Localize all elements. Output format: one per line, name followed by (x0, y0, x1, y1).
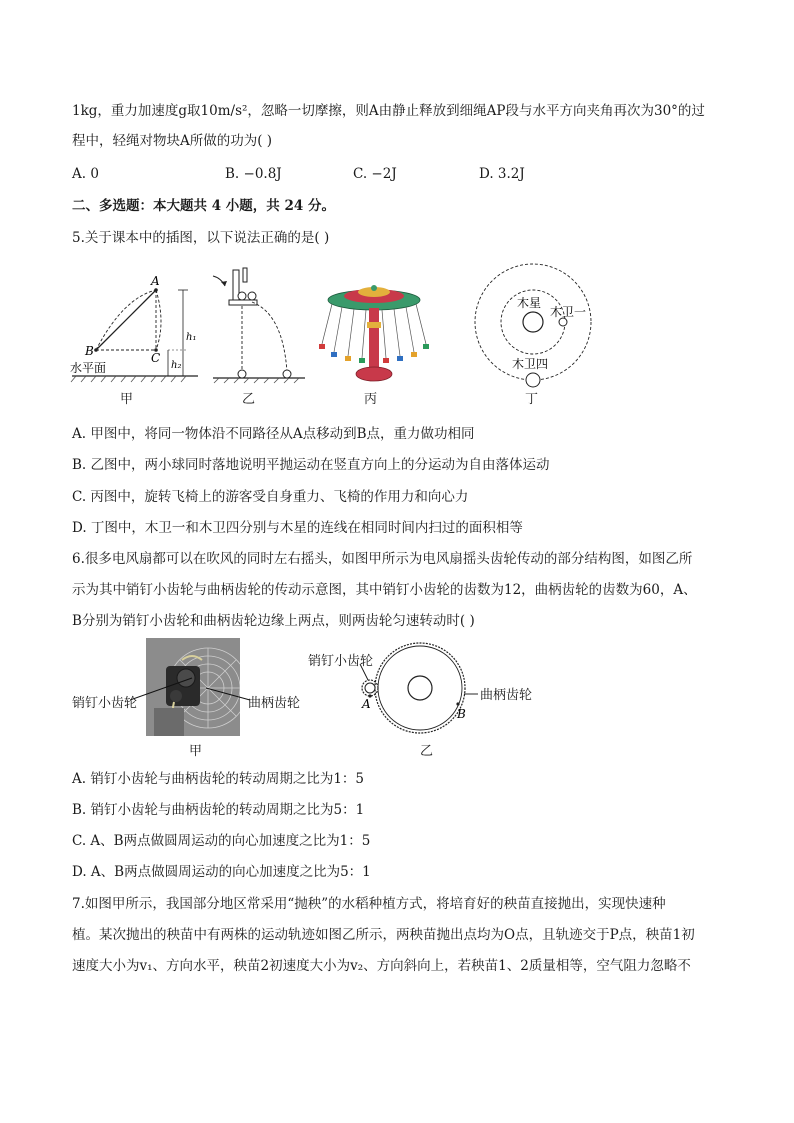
q6-jia-label-left: 销钉小齿轮 (72, 696, 138, 711)
q6-option-d[interactable]: D. A、B两点做圆周运动的向心加速度之比为5：1 (72, 864, 371, 880)
q6-yi-label-b: B (457, 707, 466, 721)
q4-option-d[interactable]: D. 3.2J (479, 166, 525, 182)
q6-line-1: 6.很多电风扇都可以在吹风的同时左右摇头，如图甲所示为电风扇摇头齿轮传动的部分结构图，如图乙所 (72, 551, 693, 567)
q5-ding-jupiter: 木星 (517, 296, 542, 310)
q5-figure-bing (314, 282, 434, 387)
q5-option-a[interactable]: A. 甲图中，将同一物体沿不同路径从A点移动到B点，重力做功相同 (72, 426, 475, 442)
q6-yi-label-small: 销钉小齿轮 (308, 654, 374, 669)
q6-fig-jia-caption: 甲 (189, 744, 203, 759)
q5-figure-ding (470, 262, 598, 390)
q6-line-3: B分别为销钉小齿轮和曲柄齿轮边缘上两点，则两齿轮匀速转动时( ) (72, 613, 475, 629)
q6-option-c[interactable]: C. A、B两点做圆周运动的向心加速度之比为1：5 (72, 833, 371, 849)
q5-figure-yi (205, 266, 310, 386)
q7-line-1: 7.如图甲所示，我国部分地区常采用“抛秧”的水稻种植方式，将培育好的秧苗直接抛出，实现快速种 (72, 896, 666, 912)
q7-line-3: 速度大小为v₁、方向水平，秧苗2初速度大小为v₂、方向斜向上，若秧苗1、2质量相等，空气阻力忽略不 (72, 958, 691, 974)
q4-option-b[interactable]: B. −0.8J (225, 166, 282, 182)
q4-line-2: 程中，轻绳对物块A所做的功为( ) (72, 133, 273, 149)
q5-ding-moon4: 木卫四 (512, 357, 549, 371)
q6-option-b[interactable]: B. 销钉小齿轮与曲柄齿轮的转动周期之比为5：1 (72, 802, 365, 818)
q4-options (72, 164, 732, 184)
q5-jia-ground: 水平面 (70, 361, 107, 375)
q5-ding-moon1: 木卫一 (550, 305, 587, 319)
q6-line-2: 示为其中销钉小齿轮与曲柄齿轮的传动示意图，其中销钉小齿轮的齿数为12，曲柄齿轮的齿数为60，A、 (72, 582, 697, 598)
q6-jia-label-right: 曲柄齿轮 (248, 696, 301, 711)
q5-option-d[interactable]: D. 丁图中，木卫一和木卫四分别与木星的连线在相同时间内扫过的面积相等 (72, 520, 523, 536)
q6-option-a[interactable]: A. 销钉小齿轮与曲柄齿轮的转动周期之比为1：5 (72, 771, 365, 787)
q6-yi-label-a: A (362, 697, 371, 711)
q5-figure-jia (68, 268, 208, 388)
q5-option-b[interactable]: B. 乙图中，两小球同时落地说明平抛运动在竖直方向上的分运动为自由落体运动 (72, 457, 550, 473)
q6-jia-pointer-right (206, 684, 252, 704)
q5-fig-ding-caption: 丁 (525, 392, 539, 407)
q5-jia-label-h2: h₂ (171, 360, 182, 371)
q5-fig-bing-caption: 丙 (364, 392, 378, 407)
q4-option-a[interactable]: A. 0 (72, 166, 99, 182)
q5-fig-jia-caption: 甲 (120, 392, 134, 407)
q6-yi-label-big: 曲柄齿轮 (480, 688, 533, 703)
q5-jia-label-b: B (85, 344, 94, 358)
q6-fig-yi-caption: 乙 (420, 744, 434, 759)
q5-fig-yi-caption: 乙 (242, 392, 256, 407)
q6-jia-pointer-left (130, 676, 200, 706)
q5-stem: 5.关于课本中的插图，以下说法正确的是( ) (72, 230, 330, 246)
q7-line-2: 植。某次抛出的秧苗中有两株的运动轨迹如图乙所示，两秧苗抛出点均为O点，且轨迹交于P点，秧苗1初 (72, 927, 695, 943)
q5-jia-label-c: C (151, 351, 161, 365)
q5-option-c[interactable]: C. 丙图中，旋转飞椅上的游客受自身重力、飞椅的作用力和向心力 (72, 489, 469, 505)
section-2-title: 二、多选题：本大题共 4 小题，共 24 分。 (72, 198, 335, 214)
q4-option-c[interactable]: C. −2J (353, 166, 397, 182)
q4-line-1: 1kg，重力加速度g取10m/s²，忽略一切摩擦，则A由静止释放到细绳AP段与水平方向夹角再次为30°的过 (72, 103, 705, 119)
q5-jia-label-h1: h₁ (186, 332, 197, 343)
q5-jia-label-a: A (151, 274, 160, 288)
